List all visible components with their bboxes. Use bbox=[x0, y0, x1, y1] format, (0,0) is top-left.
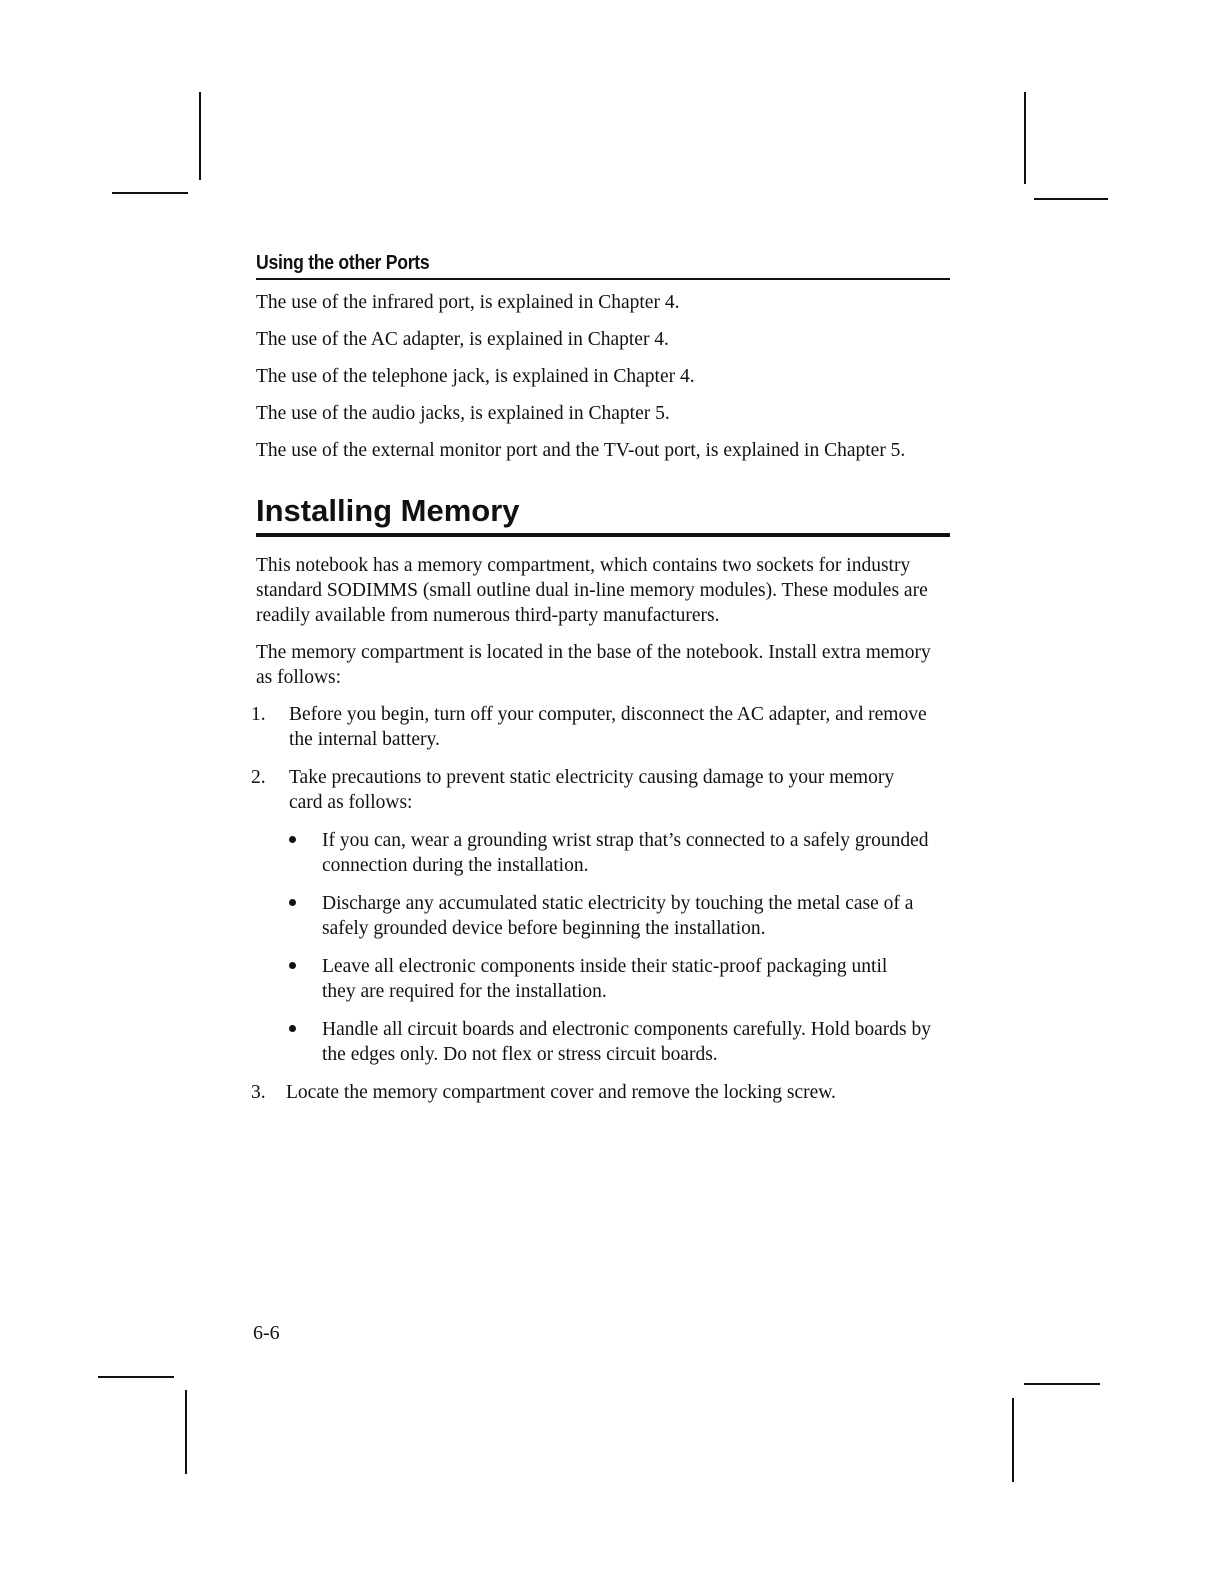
bullet-text: Handle all circuit boards and electronic components carefully. Hold boards by the edges only. Do not flex or stress circuit boards. bbox=[322, 1018, 931, 1065]
port-line-infrared: The use of the infrared port, is explained in Chapter 4. bbox=[256, 291, 680, 313]
bullet-dot-icon bbox=[289, 1025, 296, 1032]
chapter-heading-rule bbox=[256, 533, 950, 537]
step-item bbox=[251, 702, 950, 752]
bullet-item bbox=[256, 1017, 950, 1067]
port-line-monitor-tv: The use of the external monitor port and the TV-out port, is explained in Chapter 5. bbox=[256, 439, 906, 461]
page-number: 6-6 bbox=[253, 1322, 280, 1344]
step-item bbox=[251, 1080, 950, 1105]
bullet-item bbox=[256, 954, 950, 1004]
memory-location-paragraph: The memory compartment is located in the base of the notebook. Install extra memory as follows: bbox=[256, 641, 931, 688]
chapter-heading-installing-memory: Installing Memory bbox=[256, 492, 520, 528]
step-number: 1. bbox=[251, 703, 266, 725]
section-heading-rule bbox=[256, 278, 950, 280]
step-text: Take precautions to prevent static electricity causing damage to your memory card as follows: bbox=[289, 766, 895, 813]
crop-mark-top-left-vertical bbox=[199, 92, 201, 180]
crop-mark-top-left-horizontal bbox=[112, 192, 188, 194]
step-item bbox=[251, 765, 950, 815]
step-number: 3. bbox=[251, 1081, 266, 1103]
page-content bbox=[251, 252, 950, 1118]
crop-mark-bottom-left-horizontal bbox=[98, 1376, 174, 1378]
bullet-dot-icon bbox=[289, 899, 296, 906]
bullet-text: Discharge any accumulated static electricity by touching the metal case of a safely grounded device before beginning the installation. bbox=[322, 892, 914, 939]
bullet-dot-icon bbox=[289, 836, 296, 843]
bullet-item bbox=[256, 828, 950, 878]
step-text: Locate the memory compartment cover and remove the locking screw. bbox=[286, 1081, 836, 1103]
port-line-telephone: The use of the telephone jack, is explained in Chapter 4. bbox=[256, 365, 695, 387]
memory-intro-paragraph: This notebook has a memory compartment, which contains two sockets for industry standard SODIMMS (small outline dual in-line memory modules). These modules are readily available from numerous third-party manufacturers. bbox=[256, 554, 928, 626]
section-heading-other-ports: Using the other Ports bbox=[256, 252, 430, 274]
port-line-ac-adapter: The use of the AC adapter, is explained in Chapter 4. bbox=[256, 328, 669, 350]
bullet-text: If you can, wear a grounding wrist strap that’s connected to a safely grounded connection during the installation. bbox=[322, 829, 929, 876]
bullet-dot-icon bbox=[289, 962, 296, 969]
step-number: 2. bbox=[251, 766, 266, 788]
bullet-item bbox=[256, 891, 950, 941]
crop-mark-top-right-horizontal bbox=[1034, 198, 1108, 200]
bullet-text: Leave all electronic components inside their static-proof packaging until they are required for the installation. bbox=[322, 955, 888, 1002]
crop-mark-bottom-left-vertical bbox=[185, 1390, 187, 1474]
crop-mark-bottom-right-horizontal bbox=[1024, 1383, 1100, 1385]
crop-mark-top-right-vertical bbox=[1024, 92, 1026, 184]
crop-mark-bottom-right-vertical bbox=[1012, 1398, 1014, 1482]
port-line-audio: The use of the audio jacks, is explained in Chapter 5. bbox=[256, 402, 670, 424]
step-text: Before you begin, turn off your computer, disconnect the AC adapter, and remove the internal battery. bbox=[289, 703, 927, 750]
